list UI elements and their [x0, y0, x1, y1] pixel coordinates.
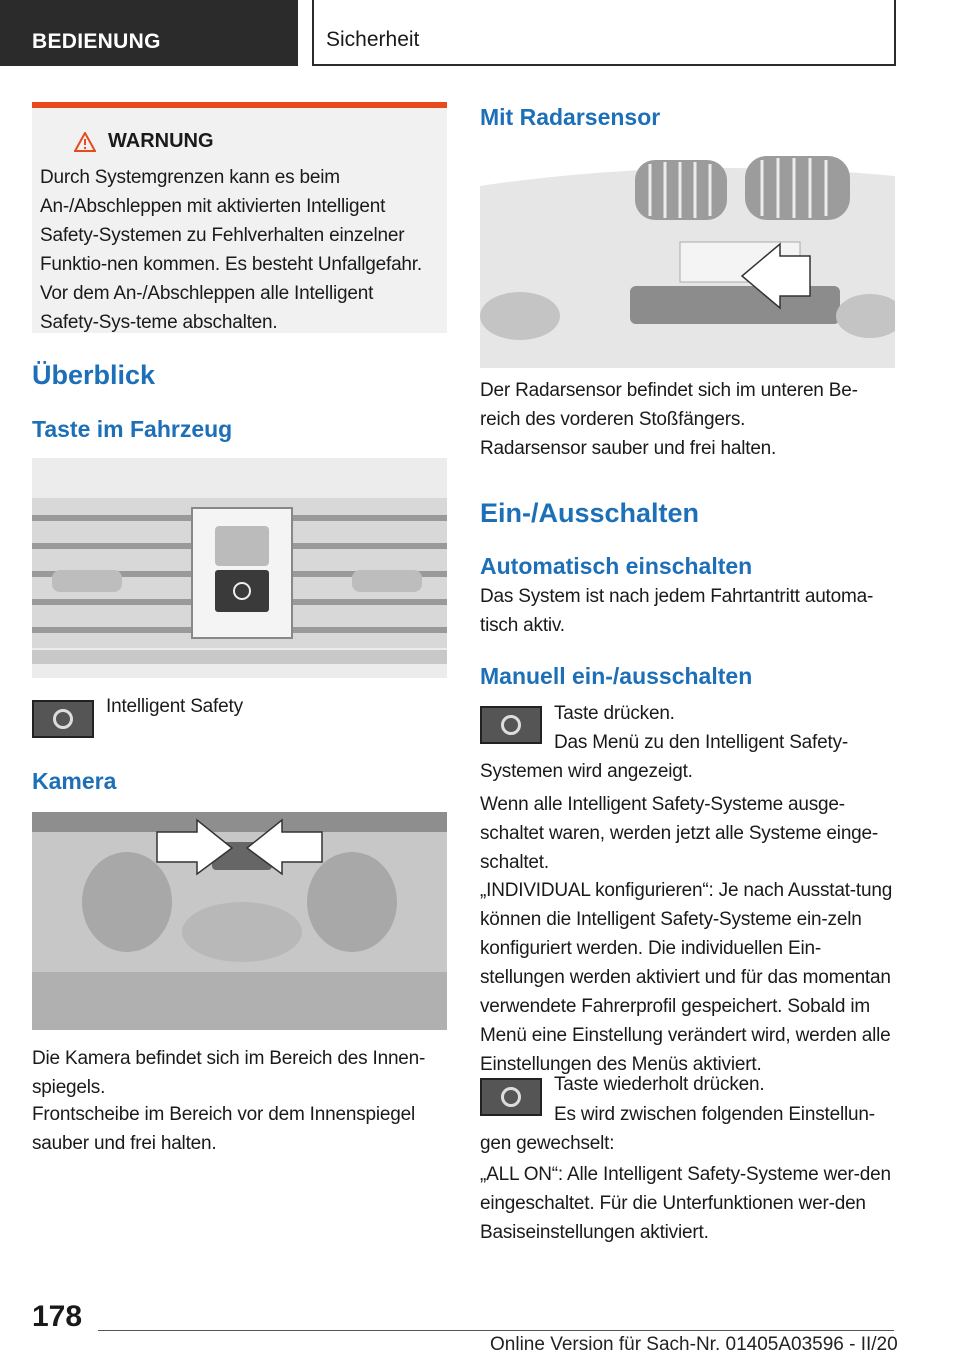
camera-heading: Kamera [32, 768, 117, 794]
auto-text: Das System ist nach jedem Fahrtantritt automa-tisch aktiv. [480, 586, 874, 636]
footer-online-version: Online Version für Sach-Nr. 01405A03596 - II/20 [490, 1334, 898, 1355]
warning-box [32, 102, 447, 333]
manual-menu: Das Menü zu den Intelligent Safety-Systemen wird angezeigt. [480, 732, 849, 782]
radar-paragraph-2: Radarsensor sauber und frei halten. [480, 438, 777, 459]
camera-paragraph-2: Frontscheibe im Bereich vor dem Innenspiegel sauber und frei halten. [32, 1104, 416, 1154]
all-on-paragraph: „ALL ON“: Alle Intelligent Safety-Systeme wer-den eingeschaltet. Für die Unterfunktionen wer-den Basiseinstellungen aktiviert. [480, 1164, 891, 1243]
warning-text: Durch Systemgrenzen kann es beim An-/Abschleppen mit aktivierten Intelligent Safety-Systemen zu Fehlverhalten einzelner Funktio-nen kommen. Es besteht Unfallgefahr. Vor dem An-/Abschleppen alle Intelligent Safety-Sys-teme abschalten. [40, 167, 422, 333]
repeat-switch: Es wird zwischen folgenden Einstellun-gen gewechselt: [480, 1104, 875, 1154]
radar-paragraph-1: Der Radarsensor befindet sich im unteren Be-reich des vorderen Stoßfängers. [480, 380, 858, 430]
button-caption: Intelligent Safety [106, 696, 243, 717]
section-tab: BEDIENUNG [0, 0, 298, 66]
radar-heading: Mit Radarsensor [480, 104, 661, 130]
warning-label: WARNUNG [108, 130, 214, 152]
onoff-heading: Ein-/Ausschalten [480, 498, 700, 528]
camera-image [32, 812, 447, 1030]
page-number: 178 [32, 1300, 83, 1333]
button-vehicle-image [32, 458, 447, 678]
manual-paragraph-2: „INDIVIDUAL konfigurieren“: Je nach Ausstat-tung können die Intelligent Safety-Systeme ein-zeln konfiguriert werden. Die individuellen Ein-stellungen werden aktiviert und für das momentan verwendete Fahrerprofil gespeichert. Sobald im Menü eine Einstellung verändert wird, werden alle Einstellungen des Menüs aktiviert. [480, 880, 893, 1075]
radar-image [480, 146, 895, 368]
intelligent-safety-button-icon [32, 700, 94, 738]
button-heading: Taste im Fahrzeug [32, 416, 233, 442]
chapter-title: Sicherheit [312, 0, 896, 66]
manual-paragraph-1: Wenn alle Intelligent Safety-Systeme ausge-schaltet waren, werden jetzt alle Systeme einge-schaltet. [480, 794, 879, 873]
footer-rule [98, 1330, 894, 1331]
repeat-press: Taste wiederholt drücken. [554, 1074, 765, 1095]
warning-triangle-icon [74, 132, 96, 152]
warning-header [40, 130, 437, 153]
manual-press: Taste drücken. [554, 703, 675, 724]
auto-heading: Automatisch einschalten [480, 553, 753, 579]
overview-heading: Überblick [32, 360, 156, 390]
manual-heading: Manuell ein-/ausschalten [480, 663, 753, 689]
camera-paragraph-1: Die Kamera befindet sich im Bereich des Innen-spiegels. [32, 1048, 426, 1098]
